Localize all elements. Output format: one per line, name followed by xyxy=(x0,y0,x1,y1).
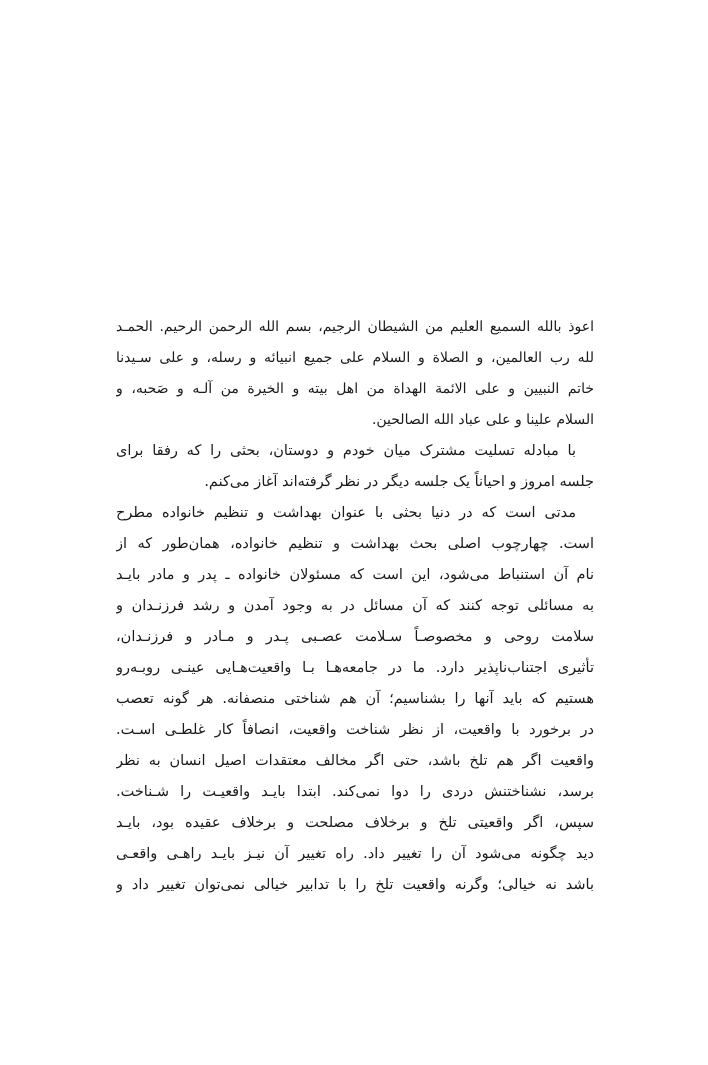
text-line: واقعیت اگر هم تلخ باشد، حتی اگر مخالف معتقدات اصیل انسان به نظر xyxy=(116,753,594,769)
paragraph-opening xyxy=(116,312,594,436)
text-line: جلسه امروز و احیاناً یک جلسه دیگر در نظر گرفته‌اند آغاز می‌کنم. xyxy=(204,474,594,490)
text-line: هستیم که باید آنها را بشناسیم؛ آن هم شناختی منصفانه. هر گونه تعصب xyxy=(116,691,594,707)
text-line: السلام علینا و علی عباد الله الصالحین. xyxy=(371,412,594,428)
text-line: است. چهارچوب اصلی بحث بهداشت و تنظیم خانواده، همان‌طور که از xyxy=(116,536,594,552)
text-line: به مسائلی توجه کنند که آن مسائل در به وجود آمدن و رشد فرزنـدان و xyxy=(116,598,594,614)
text-line: دید چگونه می‌شود آن را تغییر داد. راه تغییر آن نیـز بایـد راهـی واقعـی xyxy=(116,846,594,862)
paragraph-main xyxy=(116,498,594,901)
text-line: اعوذ بالله السمیع العلیم من الشیطان الرجیم، بسم الله الرحمن الرحیم. الحمـد xyxy=(116,319,594,335)
paragraph-condolence xyxy=(116,436,594,498)
text-line: سپس، اگر واقعیتی تلخ و برخلاف مصلحت و برخلاف عقیده بود، بایـد xyxy=(116,815,594,831)
text-line: تأثیری اجتناب‌ناپذیر دارد. ما در جامعه‌هـا بـا واقعیت‌هـایی عینـی روبـه‌رو xyxy=(116,660,594,676)
text-line: برسد، نشناختنش دردی را دوا نمی‌کند. ابتدا بایـد واقعیـت را شـناخت. xyxy=(116,784,594,800)
text-line: سلامت روحی و مخصوصـاً سـلامت عصـبی پـدر و مـادر و فرزنـدان، xyxy=(116,629,594,645)
text-line: مدتی است که در دنیا بحثی با عنوان بهداشت و تنظیم خانواده مطرح xyxy=(116,505,576,521)
text-line: لله رب العالمین، و الصلاة و السلام علی جمیع انبیائه و رسله، و علی سـیدنا xyxy=(116,350,594,366)
text-line: باشد نه خیالی؛ وگرنه واقعیت تلخ را با تدابیر خیالی نمی‌توان تغییر داد و xyxy=(116,877,594,893)
text-line: در برخورد با واقعیت، از نظر شناخت واقعیت، انصافاً کار غلطـی اسـت. xyxy=(116,722,594,738)
text-line: نام آن استنباط می‌شود، این است که مسئولان خانواده ـ پدر و مادر بایـد xyxy=(116,567,594,583)
text-line: با مبادله تسلیت مشترک میان خودم و دوستان، بحثی را که رفقا برای xyxy=(116,443,576,459)
body-text xyxy=(116,312,594,901)
text-line: خاتم النبیین و علی الائمة الهداة من اهل بیته و الخیرة من آلـه و صَحبه، و xyxy=(116,381,594,397)
